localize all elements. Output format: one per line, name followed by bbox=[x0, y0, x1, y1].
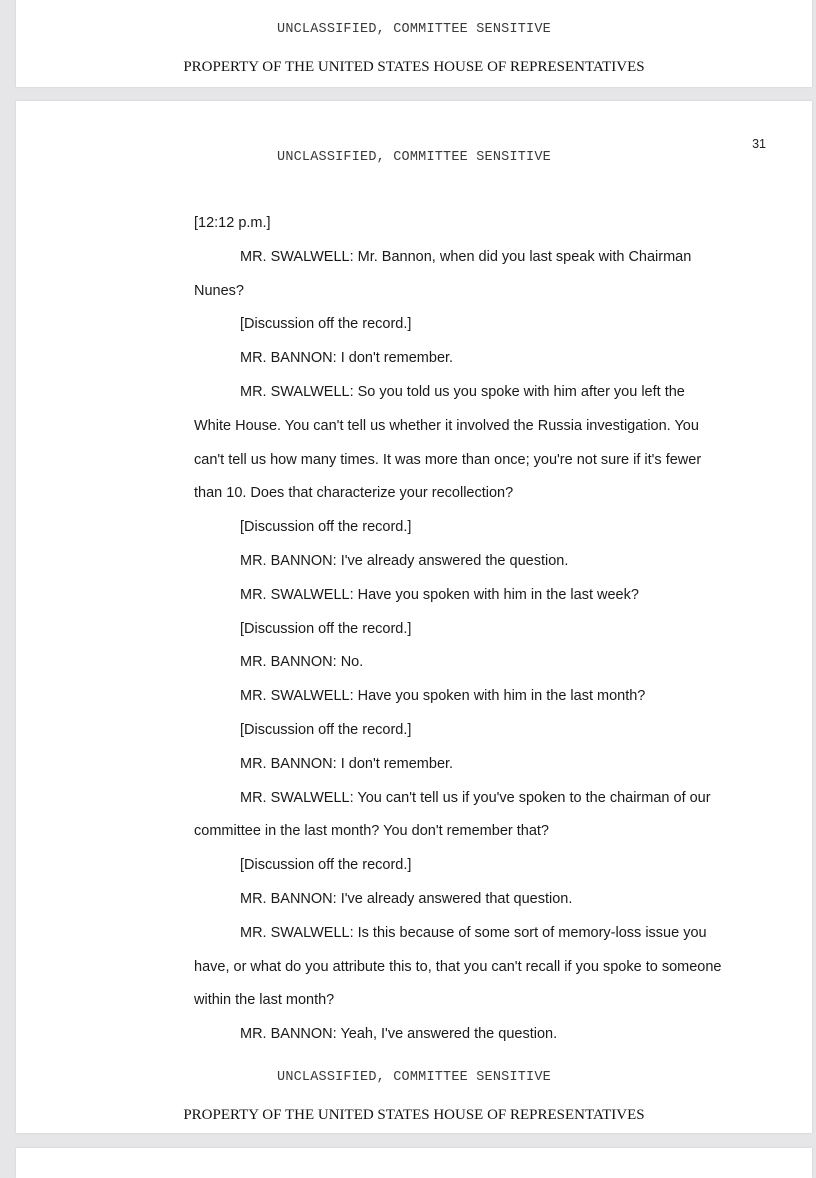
transcript-paragraph bbox=[194, 646, 774, 680]
transcript-body bbox=[194, 207, 774, 1052]
transcript-paragraph bbox=[194, 613, 774, 647]
transcript-line: Nunes? bbox=[194, 282, 244, 299]
transcript-line: MR. BANNON: I don't remember. bbox=[240, 755, 454, 772]
transcript-page bbox=[16, 101, 812, 1133]
transcript-paragraph bbox=[194, 748, 774, 782]
transcript-line: MR. SWALWELL: Have you spoken with him in the last week? bbox=[240, 586, 639, 603]
transcript-paragraph bbox=[194, 1018, 774, 1052]
transcript-paragraph bbox=[194, 714, 774, 748]
transcript-line: MR. BANNON: I've already answered that question. bbox=[240, 890, 573, 907]
transcript-line: can't tell us how many times. It was more than once; you're not sure if it's fewer bbox=[194, 451, 702, 468]
transcript-line: within the last month? bbox=[194, 992, 335, 1009]
transcript-line: [Discussion off the record.] bbox=[240, 857, 412, 874]
transcript-line: have, or what do you attribute this to, that you can't recall if you spoke to someone bbox=[194, 958, 722, 975]
transcript-line: MR. BANNON: I've already answered the question. bbox=[240, 552, 569, 569]
transcript-line: MR. BANNON: I don't remember. bbox=[240, 350, 454, 367]
next-page-top bbox=[16, 1148, 812, 1178]
page-classification-footer: UNCLASSIFIED, COMMITTEE SENSITIVE bbox=[277, 22, 551, 37]
transcript-paragraph bbox=[194, 680, 774, 714]
transcript-paragraph bbox=[194, 579, 774, 613]
transcript-paragraph bbox=[194, 376, 774, 511]
transcript-paragraph bbox=[194, 849, 774, 883]
transcript-paragraph bbox=[194, 545, 774, 579]
transcript-line: committee in the last month? You don't remember that? bbox=[194, 823, 549, 840]
transcript-line: MR. BANNON: No. bbox=[240, 654, 364, 671]
transcript-line: than 10. Does that characterize your recollection? bbox=[194, 485, 514, 502]
transcript-line: MR. BANNON: Yeah, I've answered the question. bbox=[240, 1026, 558, 1043]
transcript-paragraph bbox=[194, 241, 774, 309]
page-classification-header: UNCLASSIFIED, COMMITTEE SENSITIVE bbox=[277, 150, 551, 165]
transcript-line: MR. SWALWELL: So you told us you spoke with him after you left the bbox=[240, 383, 685, 400]
transcript-paragraph bbox=[194, 308, 774, 342]
transcript-line: MR. SWALWELL: You can't tell us if you've spoken to the chairman of our bbox=[240, 789, 711, 806]
page-number: 31 bbox=[752, 137, 766, 151]
transcript-paragraph bbox=[194, 207, 774, 241]
page-classification-footer: UNCLASSIFIED, COMMITTEE SENSITIVE bbox=[277, 1070, 551, 1085]
transcript-paragraph bbox=[194, 342, 774, 376]
transcript-line: [Discussion off the record.] bbox=[240, 721, 412, 738]
transcript-line: MR. SWALWELL: Is this because of some sort of memory-loss issue you bbox=[240, 924, 707, 941]
transcript-paragraph bbox=[194, 782, 774, 850]
property-notice: PROPERTY OF THE UNITED STATES HOUSE OF REPRESENTATIVES bbox=[183, 59, 645, 75]
transcript-paragraph bbox=[194, 511, 774, 545]
property-notice: PROPERTY OF THE UNITED STATES HOUSE OF REPRESENTATIVES bbox=[183, 1107, 645, 1123]
transcript-line: MR. SWALWELL: Mr. Bannon, when did you last speak with Chairman bbox=[240, 248, 692, 265]
transcript-line: White House. You can't tell us whether it involved the Russia investigation. You bbox=[194, 417, 699, 434]
transcript-paragraph bbox=[194, 883, 774, 917]
transcript-line: [Discussion off the record.] bbox=[240, 519, 412, 536]
previous-page-bottom bbox=[16, 0, 812, 87]
transcript-line: [12:12 p.m.] bbox=[194, 215, 271, 231]
transcript-line: [Discussion off the record.] bbox=[240, 316, 412, 333]
transcript-line: [Discussion off the record.] bbox=[240, 620, 412, 637]
transcript-paragraph bbox=[194, 917, 774, 1018]
transcript-line: MR. SWALWELL: Have you spoken with him in the last month? bbox=[240, 688, 646, 705]
